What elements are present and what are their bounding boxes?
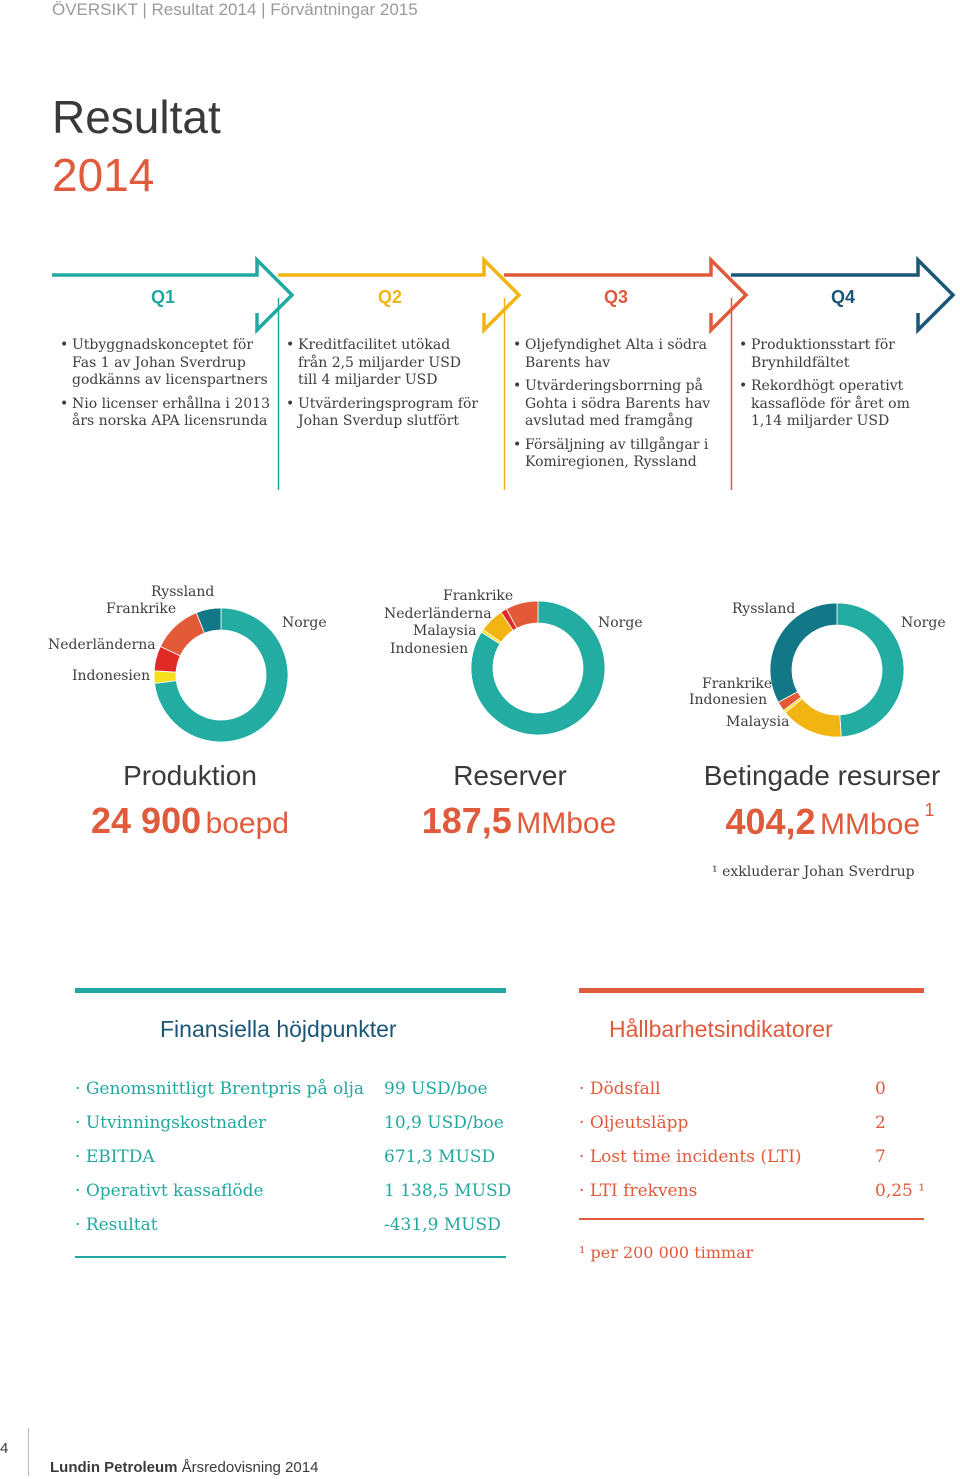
reserves-value — [389, 800, 649, 842]
finance-bottom-rule — [75, 1256, 506, 1258]
label-ryssland: Ryssland — [151, 584, 215, 600]
row-label: · Operativt kassaflöde — [75, 1181, 264, 1201]
slice-ryssland — [770, 603, 837, 702]
label-indonesien: Indonesien — [72, 668, 151, 684]
list-item: • Utbyggnadskonceptet för Fas 1 av Johan Sverdrup godkänns av licenspartners — [72, 337, 272, 390]
label-frankrike: Frankrike — [106, 601, 177, 617]
row-value: 2 — [875, 1113, 886, 1133]
q1-label: Q1 — [150, 287, 175, 307]
row-value: 0 — [875, 1079, 886, 1099]
label-frankrike: Frankrike — [702, 676, 773, 692]
label-malaysia: Malaysia — [726, 714, 790, 730]
list-item: • Utvärderingsprogram för Johan Sverdup slutfört — [298, 396, 483, 431]
label-frankrike: Frankrike — [443, 588, 514, 604]
q3-label: Q3 — [603, 287, 628, 307]
list-item: • Produktionsstart för Brynhildfältet — [751, 337, 921, 372]
row-label: · EBITDA — [75, 1147, 155, 1167]
row-label: · Dödsfall — [579, 1079, 661, 1099]
row-label: · Resultat — [75, 1215, 158, 1235]
production-number: 24 900 — [91, 800, 202, 841]
slice-norge — [837, 603, 904, 737]
row-value: -431,9 MUSD — [384, 1215, 501, 1235]
row-value: 1 138,5 MUSD — [384, 1181, 512, 1201]
sustainability-bottom-rule — [579, 1218, 924, 1220]
label-norge: Norge — [598, 615, 643, 631]
contingent-unit: MMboe — [820, 808, 921, 841]
contingent-donut — [770, 603, 904, 737]
q1-items — [72, 337, 272, 437]
row-label: · LTI frekvens — [579, 1181, 697, 1201]
contingent-footnote: ¹ exkluderar Johan Sverdrup — [712, 864, 915, 880]
finance-top-rule — [75, 988, 506, 993]
production-value — [60, 800, 320, 842]
q2-items — [298, 337, 483, 437]
list-item: • Försäljning av tillgångar i Komiregionen, Ryssland — [525, 437, 715, 472]
footer-brand — [50, 1459, 318, 1476]
label-indonesien: Indonesien — [689, 692, 768, 708]
q4-items — [751, 337, 921, 437]
production-unit: boepd — [205, 807, 289, 840]
reserves-heading: Reserver — [453, 760, 567, 791]
finance-title: Finansiella höjdpunkter — [160, 1016, 397, 1042]
row-label: · Genomsnittligt Brentpris på olja — [75, 1079, 364, 1099]
list-item: • Utvärderingsborrning på Gohta i södra Barents hav avslutad med framgång — [525, 378, 715, 431]
label-malaysia: Malaysia — [413, 623, 477, 639]
list-item: • Rekordhögt operativt kassaflöde för året om 1,14 miljarder USD — [751, 378, 921, 431]
contingent-number: 404,2 — [725, 801, 816, 842]
list-item: • Oljefyndighet Alta i södra Barents hav — [525, 337, 715, 372]
q4-label: Q4 — [830, 287, 855, 307]
reserves-unit: MMboe — [516, 807, 617, 840]
page-title-year: 2014 — [52, 149, 155, 201]
production-donut — [154, 608, 288, 742]
document-name: Årsredovisning 2014 — [181, 1459, 319, 1476]
slice-frankrike — [160, 613, 204, 656]
row-value: 99 USD/boe — [384, 1079, 488, 1099]
list-item: • Kreditfacilitet utökad från 2,5 miljarder USD till 4 miljarder USD — [298, 337, 483, 390]
label-ryssland: Ryssland — [732, 601, 796, 617]
footer-divider — [28, 1428, 29, 1476]
row-value: 0,25 ¹ — [875, 1181, 926, 1201]
page-number: 4 — [0, 1440, 9, 1457]
row-label: · Utvinningskostnader — [75, 1113, 266, 1133]
sustainability-title: Hållbarhetsindikatorer — [609, 1016, 833, 1042]
breadcrumb: ÖVERSIKT | Resultat 2014 | Förväntningar 2015 — [52, 0, 418, 19]
contingent-heading: Betingade resurser — [703, 760, 941, 791]
q2-label: Q2 — [377, 287, 402, 307]
label-nederlanderna: Nederländerna — [48, 637, 156, 653]
label-norge: Norge — [901, 615, 946, 631]
contingent-value — [700, 800, 960, 843]
label-norge: Norge — [282, 615, 327, 631]
q3-items — [525, 337, 715, 478]
row-label: · Oljeutsläpp — [579, 1113, 688, 1133]
list-item: • Nio licenser erhållna i 2013 års norska APA licensrunda — [72, 396, 272, 431]
row-value: 10,9 USD/boe — [384, 1113, 504, 1133]
label-indonesien: Indonesien — [390, 641, 469, 657]
row-label: · Lost time incidents (LTI) — [579, 1147, 802, 1167]
row-value: 7 — [875, 1147, 886, 1167]
company-name: Lundin Petroleum — [50, 1459, 178, 1476]
sustainability-footnote: ¹ per 200 000 timmar — [579, 1243, 754, 1262]
page-title: Resultat — [52, 91, 221, 143]
footnote-marker: 1 — [924, 800, 935, 820]
production-heading: Produktion — [123, 760, 257, 791]
sustainability-top-rule — [579, 988, 924, 993]
label-nederlanderna: Nederländerna — [384, 606, 492, 622]
reserves-number: 187,5 — [421, 800, 512, 841]
row-value: 671,3 MUSD — [384, 1147, 496, 1167]
